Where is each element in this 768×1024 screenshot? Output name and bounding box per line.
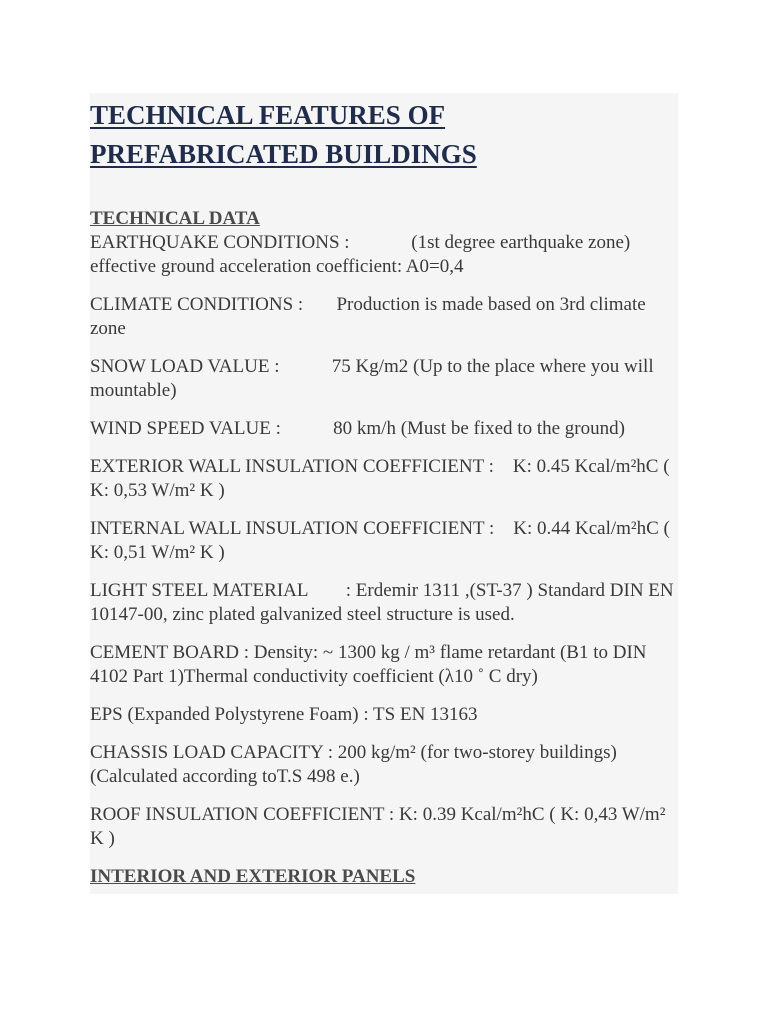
section-heading-panels: INTERIOR AND EXTERIOR PANELS [90,866,416,887]
title-line-1: TECHNICAL FEATURES OF [90,100,446,130]
paragraph-internal-wall: INTERNAL WALL INSULATION COEFFICIENT : K: 0.44 Kcal/m²hC ( K: 0,51 W/m² K ) [90,518,675,563]
paragraph-eps: EPS (Expanded Polystyrene Foam) : TS EN 13163 [90,704,478,725]
paragraph-climate: CLIMATE CONDITIONS : Production is made based on 3rd climate zone [90,294,651,339]
paragraph-light-steel: LIGHT STEEL MATERIAL : Erdemir 1311 ,(ST-37 ) Standard DIN EN 10147-00, zinc plated galvanized steel structure is used. [90,580,679,625]
paragraph-chassis-load: CHASSIS LOAD CAPACITY : 200 kg/m² (for two-storey buildings) (Calculated according toT.S 498 e.) [90,742,622,787]
paragraph-roof-insulation: ROOF INSULATION COEFFICIENT : K: 0.39 Kcal/m²hC ( K: 0,43 W/m² K ) [90,804,671,849]
paragraph-cement-board: CEMENT BOARD : Density: ~ 1300 kg / m³ flame retardant (B1 to DIN 4102 Part 1)Thermal conductivity coefficient (λ10 ˚ C dry) [90,642,652,687]
section-heading-technical-data: TECHNICAL DATA [90,208,260,229]
paragraph-earthquake: EARTHQUAKE CONDITIONS : (1st degree earthquake zone) effective ground acceleration coefficient: A0=0,4 [90,232,635,277]
title-line-2: PREFABRICATED BUILDINGS [90,139,477,169]
document-title [90,96,680,174]
document-content [90,96,680,889]
paragraph-wind-speed: WIND SPEED VALUE : 80 km/h (Must be fixed to the ground) [90,418,625,439]
paragraph-exterior-wall: EXTERIOR WALL INSULATION COEFFICIENT : K: 0.45 Kcal/m²hC ( K: 0,53 W/m² K ) [90,456,675,501]
paragraph-snow-load: SNOW LOAD VALUE : 75 Kg/m2 (Up to the place where you will mountable) [90,356,659,401]
